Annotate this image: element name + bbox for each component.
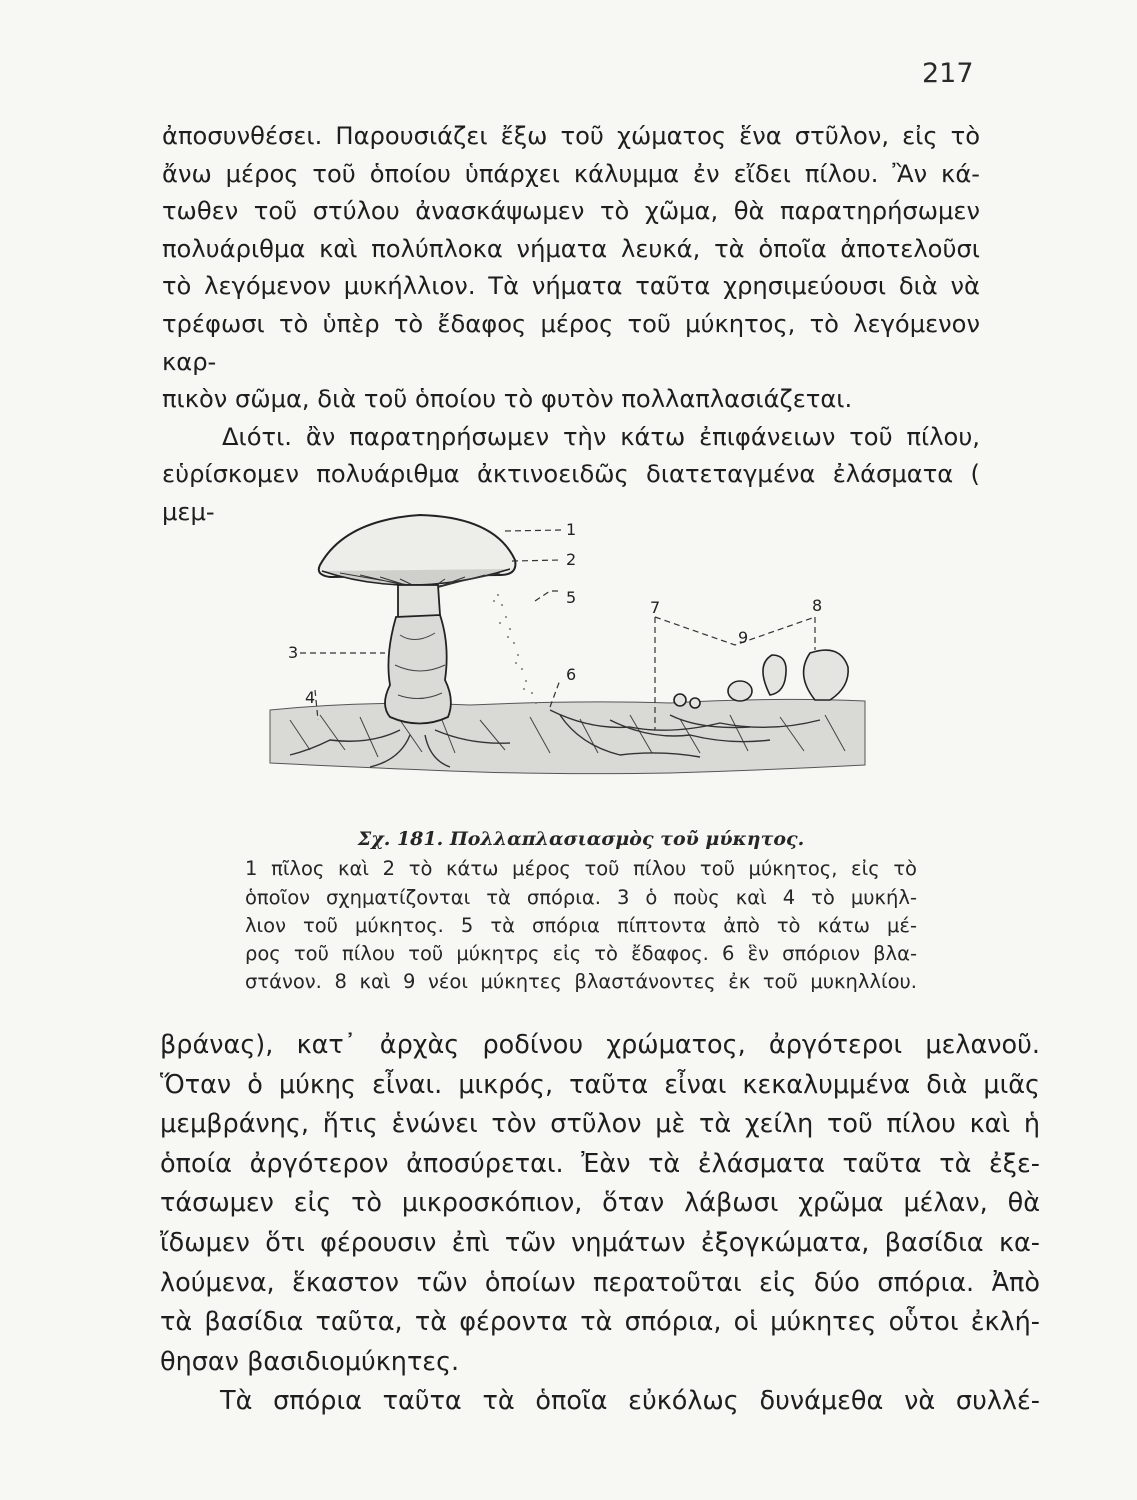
label-1: 1: [566, 520, 577, 539]
text-line: Ὅταν ὁ μύκης εἶναι. μικρός, ταῦτα εἶναι κεκαλυμμένα διὰ μιᾶς: [160, 1069, 1040, 1100]
text-line: θησαν βασιδιομύκητες.: [160, 1346, 460, 1377]
text-line: τάσωμεν εἰς τὸ μικροσκόπιον, ὅταν λάβωσι χρῶμα μέλαν, θὰ: [160, 1188, 1040, 1219]
text-line: ἴδωμεν ὅτι φέρουσιν ἐπὶ τῶν νημάτων ἐξογκώματα, βασίδια κα-: [160, 1227, 1040, 1258]
text-line: εὑρίσκομεν πολυάριθμα ἀκτινοειδῶς διατεταγμένα ἐλάσματα ( μεμ-: [162, 460, 980, 526]
soil-ground: [270, 699, 865, 773]
spore-stream: [493, 594, 537, 704]
text-line: ἀποσυνθέσει. Παρουσιάζει ἔξω τοῦ χώματος ἕνα στῦλον, εἰς τὸ: [162, 122, 980, 150]
text-line: βράνας), κατ᾽ ἀρχὰς ροδίνου χρώματος, ἀργότεροι μελανοῦ.: [160, 1030, 1040, 1060]
caption-line: λιον τοῦ μύκητος. 5 τὰ σπόρια πίπτοντα ἀπὸ τὸ κάτω μέ-: [245, 913, 917, 937]
label-4: 4: [305, 688, 316, 707]
figure-caption: [245, 825, 917, 997]
bottom-paragraph: [160, 1026, 1040, 1422]
label-3: 3: [288, 643, 299, 662]
text-line: πολυάριθμα καὶ πολύπλοκα νήματα λευκά, τὰ ὁποῖα ἀποτελοῦσι: [162, 234, 980, 263]
page-number: 217: [922, 58, 974, 89]
caption-line: 1 πῖλος καὶ 2 τὸ κάτω μέρος τοῦ πίλου τοῦ μύκητος, εἰς τὸ: [245, 857, 917, 881]
text-line: τωθεν τοῦ στύλου ἀνασκάψωμεν τὸ χῶμα, θὰ παρατηρήσωμεν: [162, 197, 980, 226]
label-7: 7: [650, 598, 661, 617]
mushroom-illustration: [250, 505, 890, 815]
top-paragraph: [162, 118, 980, 532]
label-2: 2: [566, 550, 577, 569]
caption-title: Σχ. 181. Πολλαπλασιασμὸς τοῦ μύκητος.: [357, 828, 805, 850]
text-line: Διότι. ἂν παρατηρήσωμεν τὴν κάτω ἐπιφάνειων τοῦ πίλου,: [222, 422, 980, 451]
text-line: λούμενα, ἕκαστον τῶν ὁποίων περατοῦται εἰς δύο σπόρια. Ἀπὸ: [160, 1267, 1040, 1298]
label-8: 8: [812, 596, 823, 615]
text-line: ὁποία ἀργότερον ἀποσύρεται. Ἐὰν τὰ ἐλάσματα ταῦτα τὰ ἐξε-: [160, 1148, 1040, 1179]
text-line: ἄνω μέρος τοῦ ὁποίου ὑπάρχει κάλυμμα ἐν εἴδει πίλου. Ἂν κά-: [162, 159, 980, 188]
mushroom-stem: [385, 585, 451, 724]
text-line: μεμβράνης, ἥτις ἑνώνει τὸν στῦλον μὲ τὰ χείλη τοῦ πίλου καὶ ἡ: [160, 1109, 1040, 1140]
caption-line: ρος τοῦ πίλου τοῦ μύκητρς εἰς τὸ ἔδαφος. 6 ἓν σπόριον βλα-: [245, 942, 917, 966]
caption-line: στάνον. 8 καὶ 9 νέοι μύκητες βλαστάνοντες ἐκ τοῦ μυκηλλίου.: [245, 970, 917, 994]
text-line: τρέφωσι τὸ ὑπὲρ τὸ ἔδαφος μέρος τοῦ μύκητος, τὸ λεγόμενον καρ-: [162, 309, 980, 376]
text-line: τὸ λεγόμενον μυκήλλιον. Τὰ νήματα ταῦτα χρησιμεύουσι διὰ νὰ: [162, 272, 980, 301]
label-6: 6: [566, 665, 577, 684]
text-line: Τὰ σπόρια ταῦτα τὰ ὁποῖα εὐκόλως δυνάμεθα νὰ συλλέ-: [220, 1386, 1040, 1417]
mushroom-cap: [319, 515, 516, 591]
mushroom-drawing: [250, 505, 890, 815]
caption-line: ὁποῖον σχηματίζονται τὰ σπόρια. 3 ὁ ποὺς καὶ 4 τὸ μυκήλ-: [245, 885, 917, 909]
label-5: 5: [566, 588, 577, 607]
label-9: 9: [738, 628, 749, 647]
text-line: τὰ βασίδια ταῦτα, τὰ φέροντα τὰ σπόρια, οἱ μύκητες οὗτοι ἐκλή-: [160, 1307, 1040, 1338]
text-line: πικὸν σῶμα, διὰ τοῦ ὁποίου τὸ φυτὸν πολλαπλασιάζεται.: [162, 385, 853, 414]
